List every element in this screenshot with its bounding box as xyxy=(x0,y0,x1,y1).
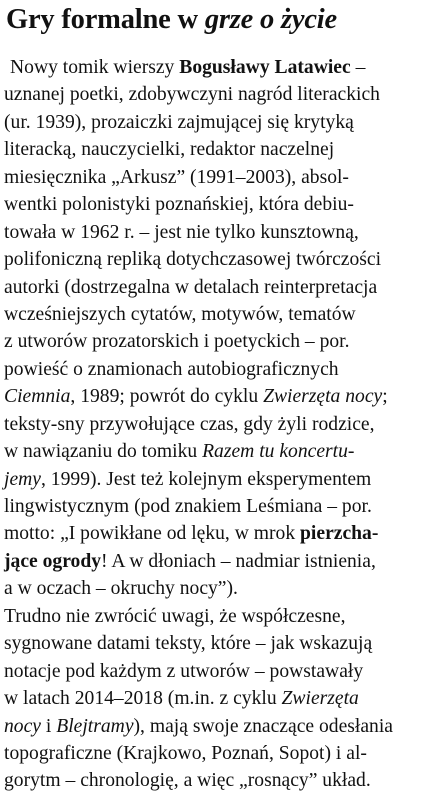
body-line xyxy=(4,164,432,191)
body-line xyxy=(4,740,432,767)
quote-bold: pierzcha- xyxy=(300,523,379,545)
body-line xyxy=(4,493,432,520)
text-run: polifoniczną repliką dotychczasowej twórczości xyxy=(4,249,382,271)
article-title xyxy=(6,2,337,38)
text-run: motto: „I powikłane od lęku, w mrok xyxy=(4,523,301,545)
body-line xyxy=(4,466,432,493)
text-run: powieść o znamionach autobiograficznych xyxy=(4,358,339,380)
text-run: w nawiązaniu do tomiku xyxy=(4,441,203,463)
body-line xyxy=(4,301,432,328)
text-run: notacje pod każdym z utworów – powstawały xyxy=(4,660,364,682)
title-part-italic: grze o życie xyxy=(204,4,337,35)
text-run: , 1999). Jest też kolejnym eksperymentem xyxy=(41,468,372,490)
body-line xyxy=(4,767,432,794)
body-line xyxy=(4,274,432,301)
body-line xyxy=(4,685,432,712)
text-run: towała w 1962 r. – jest nie tylko kunsztowną, xyxy=(4,221,359,243)
text-run: i xyxy=(41,715,57,737)
text-run: uznanej poetki, zdobywczyni nagród literackich xyxy=(4,84,380,106)
book-title: Zwierzęta xyxy=(281,688,359,710)
author-name: Bogusławy Latawiec xyxy=(179,57,351,78)
body-line xyxy=(4,246,432,273)
body-line xyxy=(4,603,432,630)
book-title: Ciemnia xyxy=(4,386,71,408)
book-title: Blejtramy xyxy=(56,715,134,737)
text-run: ! A w dłoniach – nadmiar istnienia, xyxy=(101,550,376,572)
text-run: lingwistycznym (pod znakiem Leśmiana – por. xyxy=(4,496,372,517)
text-run: ), mają swoje znaczące odesłania xyxy=(133,715,393,737)
body-line xyxy=(4,328,432,355)
book-title: jemy xyxy=(4,468,41,490)
text-run: z utworów prozatorskich i poetyckich – por. xyxy=(4,331,350,353)
body-line xyxy=(4,438,432,465)
body-line xyxy=(4,356,432,383)
body-line xyxy=(4,109,432,136)
text-run: Nowy tomik wierszy xyxy=(10,57,180,78)
text-run: miesięcznika „Arkusz” (1991–2003), absol- xyxy=(4,166,349,188)
text-run: – xyxy=(350,57,366,78)
text-run: w latach 2014–2018 (m.in. z cyklu xyxy=(4,688,282,710)
body-line xyxy=(4,219,432,246)
article-body xyxy=(4,54,432,795)
text-run: wentki polonistyki poznańskiej, która debiu- xyxy=(4,194,354,216)
body-line xyxy=(4,81,432,108)
book-title: nocy xyxy=(4,715,41,737)
text-run: sygnowane datami teksty, które – jak wskazują xyxy=(4,633,373,655)
text-run: wcześniejszych cytatów, motywów, tematów xyxy=(4,303,356,325)
quote-bold: jące ogrody xyxy=(4,550,102,572)
body-line xyxy=(4,548,432,575)
body-line xyxy=(4,411,432,438)
text-run: Trudno nie zwrócić uwagi, że współczesne, xyxy=(4,605,346,627)
book-title: Razem tu koncertu- xyxy=(202,441,355,463)
body-line xyxy=(4,630,432,657)
text-run: autorki (dostrzegalna w detalach reinterpretacja xyxy=(4,276,378,298)
body-line xyxy=(4,54,432,81)
title-part-regular: Gry formalne w xyxy=(6,4,205,35)
body-line xyxy=(4,383,432,410)
text-run: teksty-sny przywołujące czas, gdy żyli rodzice, xyxy=(4,413,375,435)
text-run: (ur. 1939), prozaiczki zajmującej się krytyką xyxy=(4,111,354,133)
text-run: literacką, nauczycielki, redaktor naczelnej xyxy=(4,139,335,161)
text-run: , 1989; powrót do cyklu xyxy=(70,386,264,408)
body-line xyxy=(4,191,432,218)
body-line xyxy=(4,136,432,163)
body-line xyxy=(4,713,432,740)
text-run: gorytm – chronologię, a więc „rosnący” układ. xyxy=(4,770,371,792)
body-line xyxy=(4,575,432,602)
body-line xyxy=(4,658,432,685)
text-run: topograficzne (Krajkowo, Poznań, Sopot) i al- xyxy=(4,742,367,764)
book-title: Zwierzęta nocy xyxy=(263,386,383,408)
text-run: a w oczach – okruchy nocy”). xyxy=(4,578,238,600)
body-line xyxy=(4,520,432,547)
text-run: ; xyxy=(382,386,388,408)
